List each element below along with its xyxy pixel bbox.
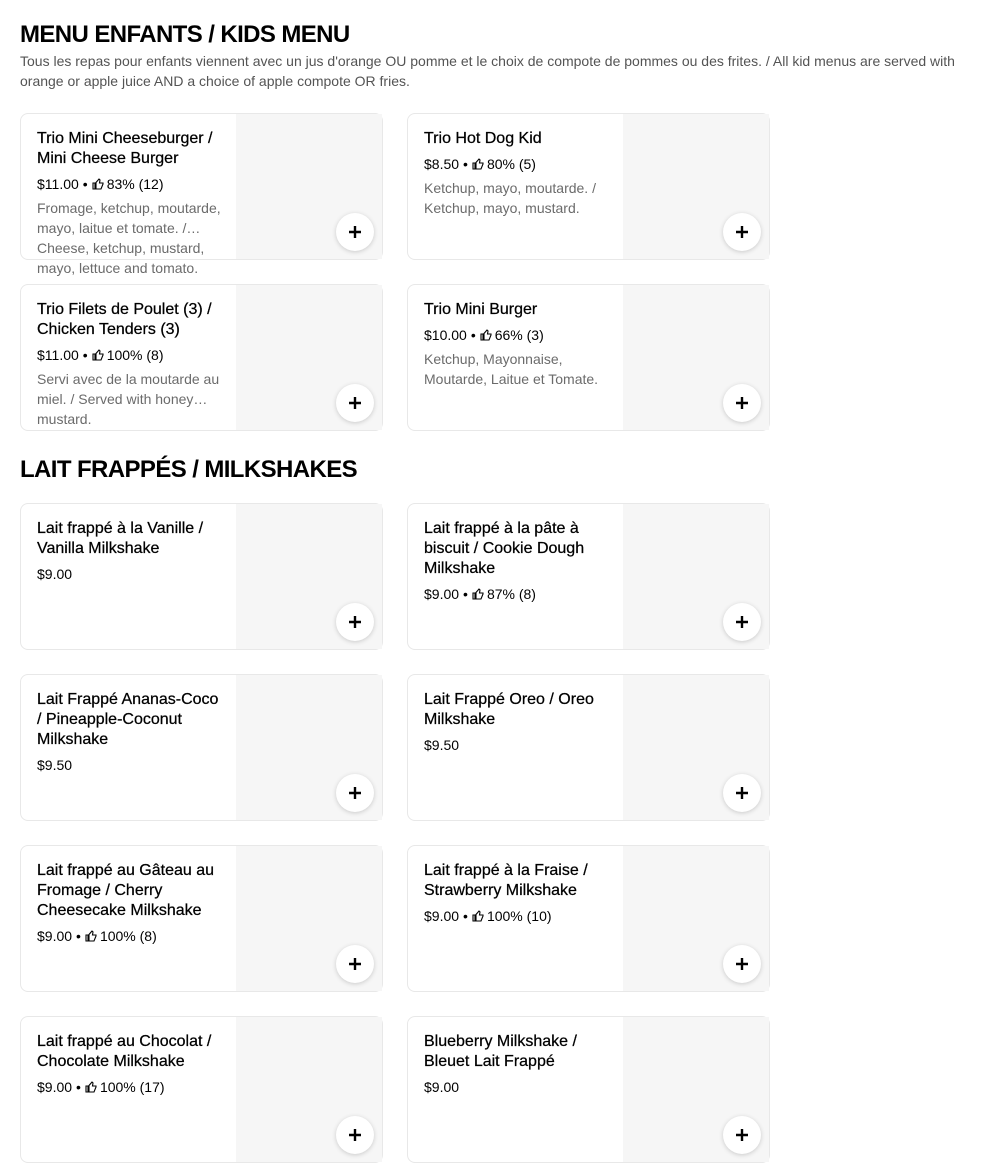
item-price: $9.00 — [37, 566, 73, 582]
add-item-button[interactable] — [336, 603, 374, 641]
item-name: Lait frappé à la pâte à biscuit / Cookie Dough Milkshake — [424, 520, 585, 577]
kids-menu-description: Tous les repas pour enfants viennent avec un jus d'orange OU pomme et le choix de compote de pommes ou des frites. / All kid menus are served with orange or apple juice AND a choice of apple compote OR fries. — [20, 53, 955, 89]
item-name: Trio Mini Cheeseburger / Mini Cheese Burger — [37, 130, 213, 167]
thumbs-up-icon — [472, 910, 484, 922]
item-name: Blueberry Milkshake / Bleuet Lait Frappé — [424, 1033, 577, 1070]
thumbs-up-icon — [85, 930, 97, 942]
menu-item-card[interactable] — [407, 113, 770, 260]
menu-item-card[interactable] — [407, 503, 770, 650]
item-price: $8.50 — [424, 156, 460, 172]
add-item-button[interactable] — [723, 384, 761, 422]
plus-icon — [735, 225, 749, 239]
item-price: $9.00 — [424, 908, 460, 924]
add-item-button[interactable] — [723, 945, 761, 983]
item-rating: 100% (8) — [106, 347, 164, 363]
item-meta: $9.00 • 100% (10) — [424, 908, 552, 924]
item-name: Lait frappé au Gâteau au Fromage / Cherry Cheesecake Milkshake — [37, 862, 215, 919]
item-name: Lait frappé à la Vanille / Vanilla Milkshake — [37, 520, 204, 557]
item-price: $9.00 — [424, 1079, 460, 1095]
menu-item-card[interactable] — [407, 845, 770, 992]
item-price: $11.00 — [37, 176, 79, 192]
item-rating: 100% (10) — [486, 908, 552, 924]
item-price: $9.00 — [424, 586, 460, 602]
menu-item-card[interactable] — [407, 284, 770, 431]
item-price: $10.00 — [424, 327, 467, 343]
item-price: $11.00 — [37, 347, 79, 363]
thumbs-up-icon — [92, 178, 104, 190]
plus-icon — [348, 225, 362, 239]
menu-item-card[interactable] — [20, 845, 383, 992]
item-meta: $9.00 • 100% (8) — [37, 928, 157, 944]
add-item-button[interactable] — [336, 1116, 374, 1154]
plus-icon — [348, 615, 362, 629]
item-description: Ketchup, Mayonnaise, Moutarde, Laitue et Tomate. — [424, 351, 599, 387]
add-item-button[interactable] — [336, 945, 374, 983]
item-price: $9.00 — [37, 928, 73, 944]
thumbs-up-icon — [472, 158, 484, 170]
item-name: Lait Frappé Ananas-Coco / Pineapple-Coconut Milkshake — [37, 691, 219, 748]
plus-icon — [735, 1128, 749, 1142]
menu-item-card[interactable] — [20, 113, 383, 276]
item-name: Lait frappé à la Fraise / Strawberry Milkshake — [424, 862, 588, 899]
item-meta: $8.50 • 80% (5) — [424, 156, 536, 172]
menu-item-card[interactable] — [20, 674, 383, 821]
milkshakes-title: LAIT FRAPPÉS / MILKSHAKES — [20, 456, 358, 483]
menu-item-card[interactable] — [20, 503, 383, 650]
item-meta — [37, 755, 221, 775]
add-item-button[interactable] — [723, 1116, 761, 1154]
item-description: Fromage, ketchup, moutarde, mayo, laitue et tomate. / Cheese, ketchup, mustard, mayo, lettuce and tomato. — [37, 200, 221, 276]
plus-icon — [735, 615, 749, 629]
item-name: Trio Mini Burger — [424, 301, 538, 318]
add-item-button[interactable] — [723, 213, 761, 251]
item-description: Servi avec de la moutarde au miel. / Served with honey mustard. — [37, 371, 220, 427]
item-name: Lait frappé au Chocolat / Chocolate Milkshake — [37, 1033, 212, 1070]
menu-item-card[interactable] — [407, 1016, 770, 1163]
plus-icon — [735, 396, 749, 410]
item-name: Trio Filets de Poulet (3) / Chicken Tenders (3) — [37, 301, 212, 338]
menu-item-card[interactable] — [20, 284, 383, 431]
add-item-button[interactable] — [723, 603, 761, 641]
add-item-button[interactable] — [723, 774, 761, 812]
item-price: $9.50 — [424, 737, 460, 753]
item-price: $9.50 — [37, 757, 73, 773]
plus-icon — [348, 957, 362, 971]
item-rating: 66% (3) — [494, 327, 544, 343]
item-price: $9.00 — [37, 1079, 73, 1095]
item-meta: $9.00 • 100% (17) — [37, 1079, 165, 1095]
plus-icon — [348, 1128, 362, 1142]
menu-item-card[interactable] — [20, 1016, 383, 1163]
item-meta — [424, 735, 608, 755]
item-meta: $9.00 • 87% (8) — [424, 586, 536, 602]
kids-menu-title: MENU ENFANTS / KIDS MENU — [20, 21, 350, 48]
thumbs-up-icon — [480, 329, 492, 341]
item-rating: 87% (8) — [486, 586, 536, 602]
thumbs-up-icon — [85, 1081, 97, 1093]
add-item-button[interactable] — [336, 774, 374, 812]
menu-item-card[interactable] — [407, 674, 770, 821]
item-meta — [37, 564, 221, 584]
add-item-button[interactable] — [336, 384, 374, 422]
item-rating: 100% (17) — [99, 1079, 165, 1095]
item-meta: $11.00 • 83% (12) — [37, 176, 164, 192]
item-rating: 80% (5) — [486, 156, 536, 172]
plus-icon — [735, 957, 749, 971]
item-name: Lait Frappé Oreo / Oreo Milkshake — [424, 691, 594, 728]
thumbs-up-icon — [472, 588, 484, 600]
plus-icon — [735, 786, 749, 800]
item-meta: $10.00 • 66% (3) — [424, 327, 544, 343]
plus-icon — [348, 786, 362, 800]
thumbs-up-icon — [92, 349, 104, 361]
item-meta: $11.00 • 100% (8) — [37, 347, 164, 363]
item-rating: 83% (12) — [106, 176, 164, 192]
plus-icon — [348, 396, 362, 410]
add-item-button[interactable] — [336, 213, 374, 251]
item-description: Ketchup, mayo, moutarde. / Ketchup, mayo, mustard. — [424, 180, 596, 216]
item-rating: 100% (8) — [99, 928, 157, 944]
item-meta — [424, 1077, 608, 1097]
item-name: Trio Hot Dog Kid — [424, 130, 542, 147]
